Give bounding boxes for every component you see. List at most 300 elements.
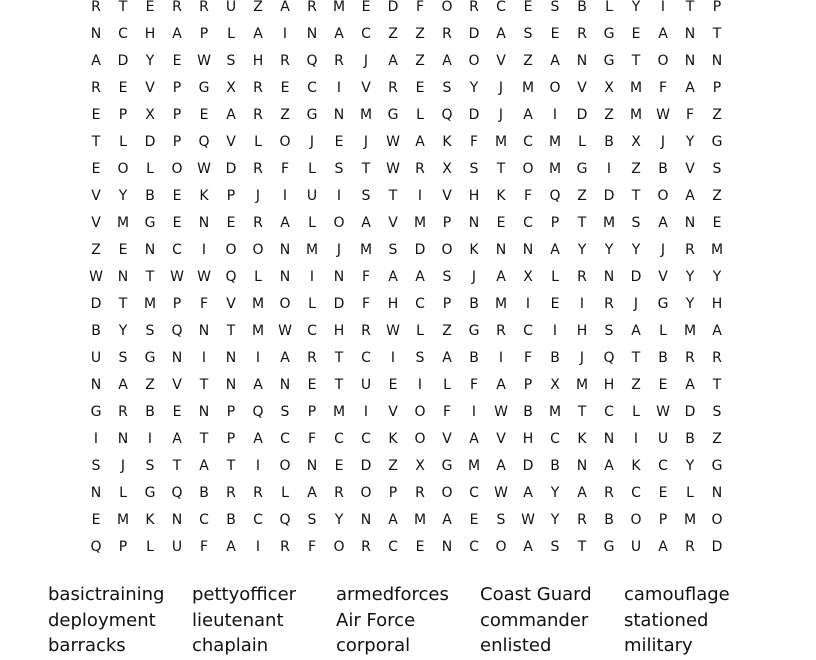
grid-letter[interactable]: D — [117, 53, 129, 69]
grid-letter[interactable]: E — [91, 161, 101, 177]
grid-letter[interactable]: Y — [685, 269, 695, 285]
grid-letter[interactable]: D — [387, 0, 399, 15]
grid-letter[interactable]: J — [336, 242, 342, 258]
grid-letter[interactable]: H — [252, 53, 264, 69]
grid-letter[interactable]: M — [143, 296, 157, 312]
grid-letter[interactable]: D — [333, 296, 345, 312]
grid-letter[interactable]: A — [226, 539, 236, 555]
grid-letter[interactable]: G — [90, 404, 102, 420]
grid-letter[interactable]: K — [577, 431, 587, 447]
grid-letter[interactable]: O — [495, 539, 507, 555]
grid-letter[interactable]: O — [360, 485, 372, 501]
grid-letter[interactable]: O — [279, 134, 291, 150]
grid-letter[interactable]: A — [712, 323, 722, 339]
grid-letter[interactable]: Z — [145, 377, 155, 393]
grid-letter[interactable]: V — [496, 431, 506, 447]
grid-letter[interactable]: O — [522, 161, 534, 177]
grid-letter[interactable]: F — [415, 0, 425, 15]
grid-letter[interactable]: E — [658, 377, 668, 393]
grid-letter[interactable]: A — [550, 242, 560, 258]
grid-letter[interactable]: U — [360, 377, 372, 393]
grid-letter[interactable]: A — [685, 377, 695, 393]
grid-letter[interactable]: X — [442, 161, 452, 177]
grid-letter[interactable]: C — [631, 485, 641, 501]
grid-letter[interactable]: M — [710, 242, 724, 258]
grid-letter[interactable]: A — [118, 377, 128, 393]
grid-letter[interactable]: R — [685, 539, 695, 555]
grid-letter[interactable]: I — [417, 377, 423, 393]
grid-letter[interactable]: W — [494, 485, 508, 501]
grid-letter[interactable]: V — [91, 188, 101, 204]
grid-letter[interactable]: W — [197, 53, 211, 69]
grid-letter[interactable]: Q — [441, 107, 453, 123]
grid-letter[interactable]: N — [117, 431, 129, 447]
grid-letter[interactable]: A — [685, 80, 695, 96]
grid-letter[interactable]: X — [145, 107, 155, 123]
grid-letter[interactable]: S — [307, 512, 317, 528]
grid-letter[interactable]: P — [226, 188, 236, 204]
grid-letter[interactable]: R — [91, 0, 101, 15]
grid-letter[interactable]: W — [656, 107, 670, 123]
grid-letter[interactable]: X — [523, 269, 533, 285]
grid-letter[interactable]: L — [146, 161, 154, 177]
grid-letter[interactable]: K — [199, 188, 209, 204]
grid-letter[interactable]: B — [523, 404, 533, 420]
grid-letter[interactable]: E — [334, 458, 344, 474]
grid-letter[interactable]: N — [144, 242, 156, 258]
grid-letter[interactable]: W — [386, 161, 400, 177]
grid-letter[interactable]: R — [307, 0, 317, 15]
grid-letter[interactable]: D — [711, 539, 723, 555]
grid-letter[interactable]: E — [388, 377, 398, 393]
grid-letter[interactable]: I — [498, 350, 504, 366]
grid-letter[interactable]: M — [494, 296, 508, 312]
grid-letter[interactable]: C — [496, 0, 506, 15]
grid-letter[interactable]: O — [441, 242, 453, 258]
grid-letter[interactable]: A — [388, 53, 398, 69]
grid-letter[interactable]: V — [361, 80, 371, 96]
grid-letter[interactable]: N — [279, 242, 291, 258]
grid-letter[interactable]: T — [577, 404, 587, 420]
grid-letter[interactable]: E — [199, 107, 209, 123]
grid-letter[interactable]: C — [361, 26, 371, 42]
grid-letter[interactable]: J — [120, 458, 126, 474]
grid-letter[interactable]: E — [469, 512, 479, 528]
grid-letter[interactable]: E — [523, 0, 533, 15]
grid-letter[interactable]: S — [145, 323, 155, 339]
grid-letter[interactable]: J — [498, 80, 504, 96]
grid-letter[interactable]: F — [658, 80, 668, 96]
grid-letter[interactable]: L — [308, 296, 316, 312]
grid-letter[interactable]: O — [549, 80, 561, 96]
grid-letter[interactable]: F — [685, 107, 695, 123]
grid-letter[interactable]: Y — [577, 242, 587, 258]
grid-letter[interactable]: I — [579, 296, 585, 312]
grid-letter[interactable]: N — [279, 377, 291, 393]
grid-letter[interactable]: P — [172, 296, 182, 312]
grid-letter[interactable]: L — [308, 215, 316, 231]
grid-letter[interactable]: O — [279, 296, 291, 312]
grid-letter[interactable]: J — [363, 53, 369, 69]
grid-letter[interactable]: C — [523, 323, 533, 339]
grid-letter[interactable]: Y — [550, 485, 560, 501]
grid-letter[interactable]: D — [468, 26, 480, 42]
grid-letter[interactable]: R — [361, 539, 371, 555]
grid-letter[interactable]: M — [575, 377, 589, 393]
grid-letter[interactable]: Q — [549, 188, 561, 204]
grid-letter[interactable]: G — [144, 350, 156, 366]
grid-letter[interactable]: C — [361, 431, 371, 447]
grid-letter[interactable]: V — [172, 377, 182, 393]
grid-letter[interactable]: Y — [604, 242, 614, 258]
grid-letter[interactable]: L — [686, 485, 694, 501]
grid-letter[interactable]: M — [359, 242, 373, 258]
grid-letter[interactable]: L — [416, 323, 424, 339]
grid-letter[interactable]: E — [307, 377, 317, 393]
grid-letter[interactable]: Q — [252, 404, 264, 420]
grid-letter[interactable]: I — [309, 269, 315, 285]
grid-letter[interactable]: Y — [469, 80, 479, 96]
grid-letter[interactable]: Z — [631, 377, 641, 393]
grid-letter[interactable]: C — [361, 350, 371, 366]
grid-letter[interactable]: K — [145, 512, 155, 528]
grid-letter[interactable]: P — [388, 485, 398, 501]
grid-letter[interactable]: C — [253, 512, 263, 528]
grid-letter[interactable]: H — [576, 323, 588, 339]
grid-letter[interactable]: R — [577, 26, 587, 42]
grid-letter[interactable]: A — [415, 269, 425, 285]
grid-letter[interactable]: Y — [550, 512, 560, 528]
grid-letter[interactable]: A — [442, 512, 452, 528]
grid-letter[interactable]: D — [360, 458, 372, 474]
grid-letter[interactable]: D — [603, 188, 615, 204]
grid-letter[interactable]: V — [388, 215, 398, 231]
grid-letter[interactable]: C — [172, 242, 182, 258]
grid-letter[interactable]: A — [388, 269, 398, 285]
grid-letter[interactable]: N — [603, 269, 615, 285]
grid-letter[interactable]: N — [198, 404, 210, 420]
grid-letter[interactable]: N — [441, 539, 453, 555]
grid-letter[interactable]: Z — [388, 458, 398, 474]
grid-letter[interactable]: D — [522, 458, 534, 474]
grid-letter[interactable]: V — [496, 53, 506, 69]
grid-letter[interactable]: G — [144, 485, 156, 501]
grid-letter[interactable]: E — [550, 296, 560, 312]
grid-letter[interactable]: B — [577, 0, 587, 15]
grid-letter[interactable]: E — [631, 26, 641, 42]
grid-letter[interactable]: N — [333, 269, 345, 285]
grid-letter[interactable]: G — [387, 107, 399, 123]
grid-letter[interactable]: B — [469, 350, 479, 366]
grid-letter[interactable]: S — [712, 161, 722, 177]
grid-letter[interactable]: S — [631, 215, 641, 231]
grid-letter[interactable]: M — [251, 296, 265, 312]
grid-letter[interactable]: I — [660, 0, 666, 15]
grid-letter[interactable]: A — [442, 350, 452, 366]
grid-letter[interactable]: W — [197, 161, 211, 177]
grid-letter[interactable]: N — [198, 323, 210, 339]
grid-letter[interactable]: R — [334, 53, 344, 69]
grid-letter[interactable]: T — [712, 377, 722, 393]
grid-letter[interactable]: Z — [253, 0, 263, 15]
grid-letter[interactable]: B — [550, 458, 560, 474]
grid-letter[interactable]: M — [332, 404, 346, 420]
grid-letter[interactable]: A — [496, 458, 506, 474]
grid-letter[interactable]: I — [282, 188, 288, 204]
grid-letter[interactable]: L — [551, 269, 559, 285]
grid-letter[interactable]: R — [253, 161, 263, 177]
grid-letter[interactable]: O — [441, 485, 453, 501]
grid-letter[interactable]: V — [226, 296, 236, 312]
grid-letter[interactable]: G — [657, 296, 669, 312]
grid-letter[interactable]: S — [361, 188, 371, 204]
grid-letter[interactable]: D — [468, 107, 480, 123]
grid-letter[interactable]: R — [388, 80, 398, 96]
grid-letter[interactable]: I — [282, 26, 288, 42]
grid-letter[interactable]: N — [684, 26, 696, 42]
grid-letter[interactable]: W — [521, 512, 535, 528]
grid-letter[interactable]: Q — [171, 485, 183, 501]
grid-letter[interactable]: E — [172, 188, 182, 204]
grid-letter[interactable]: C — [118, 26, 128, 42]
grid-letter[interactable]: A — [253, 26, 263, 42]
grid-letter[interactable]: N — [279, 269, 291, 285]
grid-letter[interactable]: T — [199, 377, 209, 393]
grid-letter[interactable]: L — [254, 134, 262, 150]
grid-letter[interactable]: I — [255, 350, 261, 366]
grid-letter[interactable]: S — [442, 269, 452, 285]
grid-letter[interactable]: N — [711, 485, 723, 501]
grid-letter[interactable]: E — [415, 539, 425, 555]
grid-letter[interactable]: G — [711, 134, 723, 150]
grid-letter[interactable]: N — [171, 512, 183, 528]
grid-letter[interactable]: T — [172, 458, 182, 474]
grid-letter[interactable]: J — [498, 107, 504, 123]
grid-letter[interactable]: E — [172, 53, 182, 69]
grid-letter[interactable]: L — [119, 485, 127, 501]
grid-letter[interactable]: T — [388, 188, 398, 204]
grid-letter[interactable]: O — [468, 53, 480, 69]
grid-letter[interactable]: V — [226, 134, 236, 150]
grid-letter[interactable]: X — [550, 377, 560, 393]
grid-letter[interactable]: U — [225, 0, 237, 15]
grid-letter[interactable]: A — [280, 215, 290, 231]
grid-letter[interactable]: P — [523, 377, 533, 393]
grid-letter[interactable]: D — [684, 404, 696, 420]
grid-letter[interactable]: M — [548, 161, 562, 177]
grid-letter[interactable]: E — [91, 512, 101, 528]
grid-letter[interactable]: F — [199, 539, 209, 555]
grid-letter[interactable]: S — [523, 26, 533, 42]
grid-letter[interactable]: O — [171, 161, 183, 177]
grid-letter[interactable]: I — [255, 539, 261, 555]
grid-letter[interactable]: P — [307, 404, 317, 420]
grid-letter[interactable]: V — [91, 215, 101, 231]
grid-letter[interactable]: E — [145, 0, 155, 15]
grid-letter[interactable]: P — [226, 404, 236, 420]
grid-letter[interactable]: O — [630, 512, 642, 528]
grid-letter[interactable]: B — [658, 161, 668, 177]
grid-letter[interactable]: A — [496, 26, 506, 42]
grid-letter[interactable]: N — [684, 53, 696, 69]
grid-letter[interactable]: I — [336, 188, 342, 204]
grid-letter[interactable]: T — [226, 458, 236, 474]
grid-letter[interactable]: Y — [685, 458, 695, 474]
grid-letter[interactable]: Q — [90, 539, 102, 555]
grid-letter[interactable]: J — [579, 350, 585, 366]
grid-letter[interactable]: M — [251, 323, 265, 339]
grid-letter[interactable]: C — [307, 80, 317, 96]
grid-letter[interactable]: V — [442, 188, 452, 204]
grid-letter[interactable]: J — [660, 242, 666, 258]
grid-letter[interactable]: M — [548, 404, 562, 420]
grid-letter[interactable]: P — [172, 107, 182, 123]
grid-letter[interactable]: F — [442, 404, 452, 420]
grid-letter[interactable]: O — [711, 512, 723, 528]
grid-letter[interactable]: I — [363, 404, 369, 420]
grid-letter[interactable]: Q — [306, 53, 318, 69]
grid-letter[interactable]: T — [199, 431, 209, 447]
grid-letter[interactable]: Z — [280, 107, 290, 123]
grid-letter[interactable]: B — [550, 350, 560, 366]
grid-letter[interactable]: R — [577, 269, 587, 285]
grid-letter[interactable]: R — [685, 350, 695, 366]
grid-letter[interactable]: X — [415, 458, 425, 474]
grid-letter[interactable]: S — [442, 80, 452, 96]
grid-letter[interactable]: I — [471, 404, 477, 420]
grid-letter[interactable]: A — [415, 134, 425, 150]
grid-letter[interactable]: Y — [685, 296, 695, 312]
grid-letter[interactable]: F — [280, 161, 290, 177]
grid-letter[interactable]: W — [386, 134, 400, 150]
grid-letter[interactable]: R — [415, 485, 425, 501]
grid-letter[interactable]: A — [658, 26, 668, 42]
grid-letter[interactable]: S — [604, 323, 614, 339]
grid-letter[interactable]: N — [468, 215, 480, 231]
grid-letter[interactable]: A — [604, 458, 614, 474]
grid-letter[interactable]: M — [305, 242, 319, 258]
grid-letter[interactable]: I — [552, 107, 558, 123]
grid-letter[interactable]: R — [307, 350, 317, 366]
grid-letter[interactable]: R — [118, 404, 128, 420]
grid-letter[interactable]: Q — [198, 134, 210, 150]
grid-letter[interactable]: N — [333, 107, 345, 123]
grid-letter[interactable]: F — [361, 269, 371, 285]
grid-letter[interactable]: R — [604, 485, 614, 501]
grid-letter[interactable]: G — [144, 215, 156, 231]
grid-letter[interactable]: T — [334, 350, 344, 366]
grid-letter[interactable]: I — [201, 350, 207, 366]
grid-letter[interactable]: A — [253, 377, 263, 393]
grid-letter[interactable]: H — [711, 296, 723, 312]
grid-letter[interactable]: R — [712, 350, 722, 366]
grid-letter[interactable]: P — [550, 215, 560, 231]
grid-letter[interactable]: B — [604, 512, 614, 528]
grid-letter[interactable]: O — [225, 242, 237, 258]
grid-letter[interactable]: V — [442, 431, 452, 447]
grid-letter[interactable]: A — [226, 107, 236, 123]
grid-letter[interactable]: M — [602, 215, 616, 231]
grid-letter[interactable]: C — [469, 485, 479, 501]
grid-letter[interactable]: C — [658, 458, 668, 474]
grid-letter[interactable]: I — [255, 458, 261, 474]
grid-letter[interactable]: M — [467, 458, 481, 474]
grid-letter[interactable]: K — [631, 458, 641, 474]
grid-letter[interactable]: Y — [685, 134, 695, 150]
grid-letter[interactable]: C — [388, 539, 398, 555]
grid-letter[interactable]: F — [199, 296, 209, 312]
grid-letter[interactable]: V — [577, 80, 587, 96]
grid-letter[interactable]: C — [469, 539, 479, 555]
grid-letter[interactable]: E — [496, 215, 506, 231]
grid-letter[interactable]: O — [333, 215, 345, 231]
grid-letter[interactable]: N — [225, 377, 237, 393]
grid-letter[interactable]: M — [116, 512, 130, 528]
grid-letter[interactable]: C — [604, 404, 614, 420]
grid-letter[interactable]: R — [199, 0, 209, 15]
grid-letter[interactable]: A — [253, 431, 263, 447]
grid-letter[interactable]: P — [442, 215, 452, 231]
grid-letter[interactable]: T — [712, 26, 722, 42]
grid-letter[interactable]: C — [523, 134, 533, 150]
grid-letter[interactable]: E — [280, 80, 290, 96]
grid-letter[interactable]: R — [253, 107, 263, 123]
grid-letter[interactable]: W — [656, 404, 670, 420]
grid-letter[interactable]: S — [118, 350, 128, 366]
grid-letter[interactable]: P — [712, 80, 722, 96]
grid-letter[interactable]: M — [413, 512, 427, 528]
grid-letter[interactable]: A — [550, 53, 560, 69]
grid-letter[interactable]: L — [281, 485, 289, 501]
grid-letter[interactable]: R — [361, 323, 371, 339]
grid-letter[interactable]: H — [603, 377, 615, 393]
grid-letter[interactable]: A — [496, 269, 506, 285]
grid-letter[interactable]: T — [226, 323, 236, 339]
grid-letter[interactable]: F — [361, 296, 371, 312]
grid-letter[interactable]: E — [226, 215, 236, 231]
grid-letter[interactable]: K — [469, 242, 479, 258]
grid-letter[interactable]: A — [523, 539, 533, 555]
grid-letter[interactable]: O — [414, 431, 426, 447]
grid-letter[interactable]: V — [685, 161, 695, 177]
grid-letter[interactable]: O — [279, 458, 291, 474]
grid-letter[interactable]: K — [442, 134, 452, 150]
grid-letter[interactable]: C — [307, 323, 317, 339]
grid-letter[interactable]: V — [145, 80, 155, 96]
grid-letter[interactable]: W — [494, 404, 508, 420]
grid-letter[interactable]: A — [658, 215, 668, 231]
grid-letter[interactable]: D — [630, 269, 642, 285]
grid-letter[interactable]: T — [631, 188, 641, 204]
grid-letter[interactable]: N — [603, 431, 615, 447]
grid-letter[interactable]: A — [631, 323, 641, 339]
grid-letter[interactable]: A — [577, 485, 587, 501]
grid-letter[interactable]: G — [198, 80, 210, 96]
grid-letter[interactable]: Z — [415, 53, 425, 69]
grid-letter[interactable]: W — [386, 323, 400, 339]
grid-letter[interactable]: Y — [334, 512, 344, 528]
grid-letter[interactable]: E — [118, 242, 128, 258]
grid-letter[interactable]: I — [147, 431, 153, 447]
grid-letter[interactable]: E — [91, 107, 101, 123]
grid-letter[interactable]: J — [363, 134, 369, 150]
grid-letter[interactable]: R — [415, 161, 425, 177]
grid-letter[interactable]: P — [226, 431, 236, 447]
grid-letter[interactable]: P — [172, 134, 182, 150]
grid-letter[interactable]: H — [468, 188, 480, 204]
grid-letter[interactable]: Z — [577, 188, 587, 204]
grid-letter[interactable]: Z — [415, 26, 425, 42]
